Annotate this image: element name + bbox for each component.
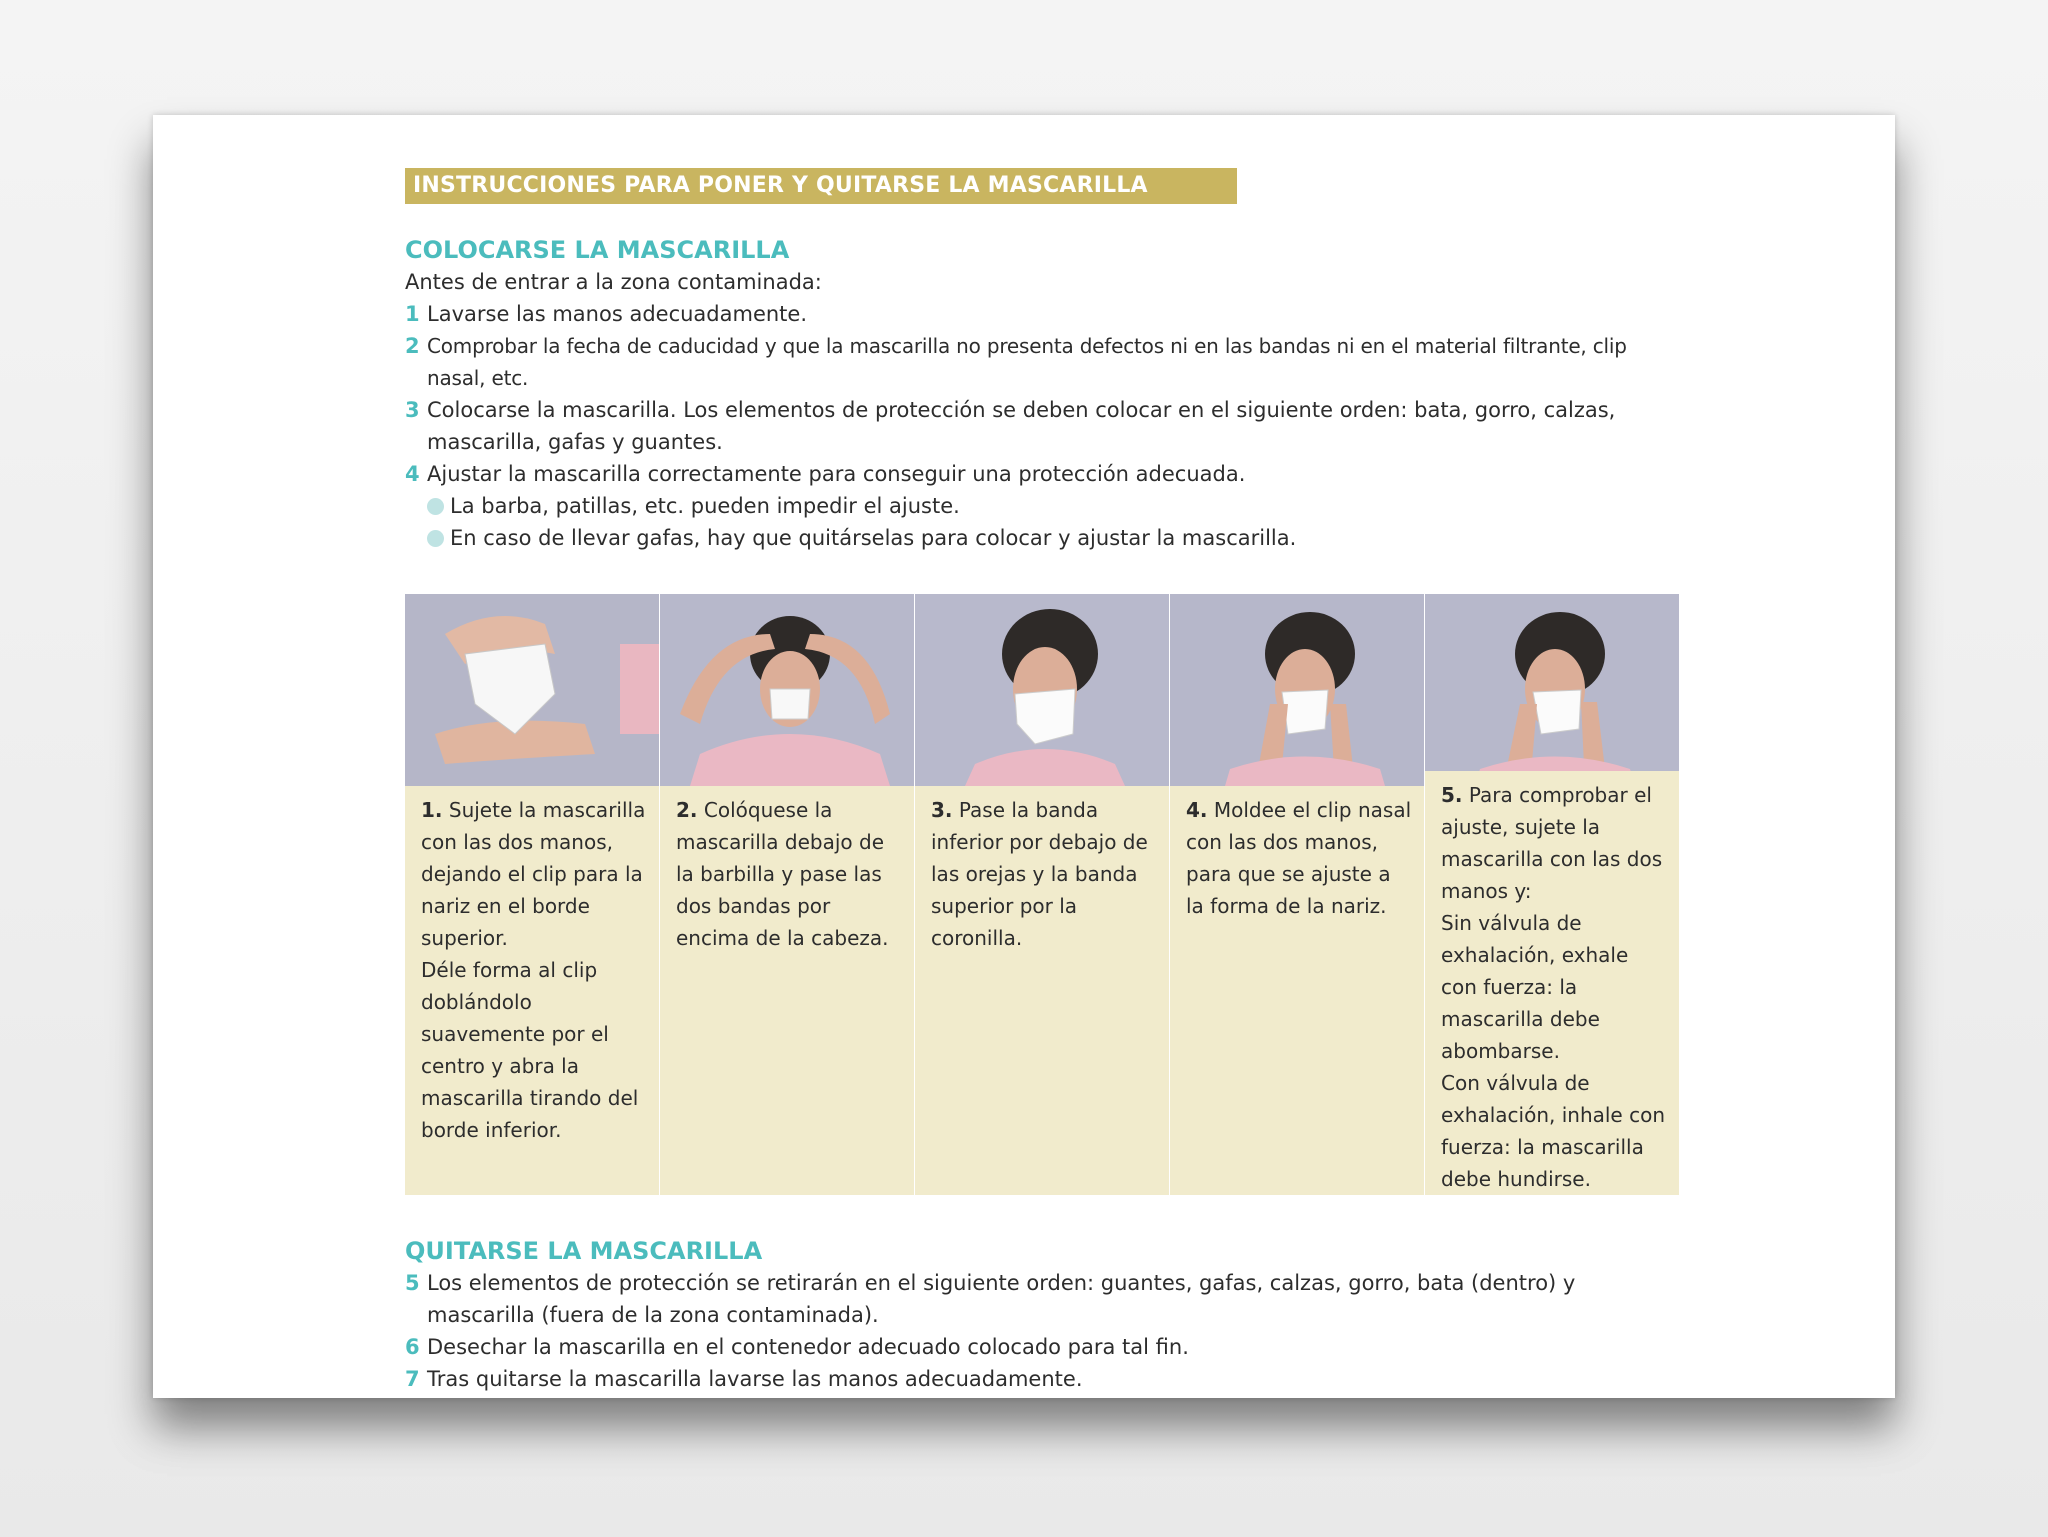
list-item bbox=[405, 1267, 1677, 1331]
step-card bbox=[405, 594, 660, 1195]
bullet-dot-icon bbox=[427, 530, 444, 547]
step-text: Colóquese la mascarilla debajo de la barbilla y pase las dos bandas por encima de la cabeza. bbox=[676, 798, 889, 950]
bullet-item bbox=[405, 490, 1677, 522]
item-number: 4 bbox=[405, 462, 420, 486]
step-text: Moldee el clip nasal con las dos manos, para que se ajuste a la forma de la nariz. bbox=[1186, 798, 1412, 918]
item-text: Tras quitarse la mascarilla lavarse las manos adecuadamente. bbox=[427, 1367, 1083, 1391]
step-photo-mask-under-chin bbox=[660, 594, 914, 786]
step-photo-mask-on-face bbox=[915, 594, 1169, 786]
intro-text: Antes de entrar a la zona contaminada: bbox=[405, 270, 822, 294]
item-number: 7 bbox=[405, 1367, 420, 1391]
step-text-extra: Con válvula de exhalación, inhale con fuerza: la mascarilla debe hundirse. bbox=[1441, 1071, 1666, 1191]
bullet-text: La barba, patillas, etc. pueden impedir el ajuste. bbox=[450, 494, 960, 518]
page-content bbox=[405, 168, 1677, 1395]
list-item bbox=[405, 394, 1677, 458]
item-text: Colocarse la mascarilla. Los elementos de protección se deben colocar en el siguiente orden: bata, gorro, calzas, mascarilla, gafas y guantes. bbox=[427, 398, 1616, 454]
item-number: 1 bbox=[405, 302, 420, 326]
step-text-extra: Déle forma al clip doblándolo suavemente por el centro y abra la mascarilla tirando del borde inferior. bbox=[421, 958, 639, 1142]
list-item bbox=[405, 1363, 1677, 1395]
step-number: 4. bbox=[1186, 798, 1208, 822]
item-text: Desechar la mascarilla en el contenedor adecuado colocado para tal fin. bbox=[427, 1335, 1189, 1359]
step-caption bbox=[915, 786, 1169, 1195]
list-item bbox=[405, 1331, 1677, 1363]
step-card bbox=[1425, 594, 1679, 1195]
list-item bbox=[405, 330, 1677, 394]
item-text: Comprobar la fecha de caducidad y que la mascarilla no presenta defectos ni en las bandas ni en el material filtrante, clip nasal, etc. bbox=[427, 334, 1627, 390]
step-number: 5. bbox=[1441, 783, 1463, 807]
list-item bbox=[405, 458, 1677, 490]
step-number: 1. bbox=[421, 798, 443, 822]
step-card bbox=[915, 594, 1170, 1195]
item-number: 3 bbox=[405, 398, 420, 422]
section-title-colocarse: COLOCARSE LA MASCARILLA bbox=[405, 236, 790, 264]
step-card bbox=[1170, 594, 1425, 1195]
step-text: Sujete la mascarilla con las dos manos, dejando el clip para la nariz en el borde superior. bbox=[421, 798, 646, 950]
item-number: 6 bbox=[405, 1335, 420, 1359]
item-text: Los elementos de protección se retirarán en el siguiente orden: guantes, gafas, calzas, gorro, bata (dentro) y mascarilla (fuera de la zona contaminada). bbox=[427, 1271, 1576, 1327]
step-text: Para comprobar el ajuste, sujete la mascarilla con las dos manos y: bbox=[1441, 783, 1663, 903]
step-caption bbox=[660, 786, 914, 1195]
bullet-text: En caso de llevar gafas, hay que quitárselas para colocar y ajustar la mascarilla. bbox=[450, 526, 1297, 550]
item-text: Lavarse las manos adecuadamente. bbox=[427, 302, 808, 326]
step-photo-check-fit bbox=[1425, 594, 1679, 771]
step-text-extra: Sin válvula de exhalación, exhale con fuerza: la mascarilla debe abombarse. bbox=[1441, 911, 1629, 1063]
step-caption bbox=[405, 786, 659, 1195]
step-caption bbox=[1170, 786, 1424, 1195]
step-number: 3. bbox=[931, 798, 953, 822]
step-card bbox=[660, 594, 915, 1195]
step-text: Pase la banda inferior por debajo de las orejas y la banda superior por la coronilla. bbox=[931, 798, 1148, 950]
bullet-item bbox=[405, 522, 1677, 554]
document-page bbox=[153, 115, 1895, 1398]
step-photo-mold-nose-clip bbox=[1170, 594, 1424, 786]
list-item bbox=[405, 298, 1677, 330]
item-number: 5 bbox=[405, 1271, 420, 1295]
step-number: 2. bbox=[676, 798, 698, 822]
step-caption bbox=[1425, 771, 1679, 1195]
banner-title: INSTRUCCIONES PARA PONER Y QUITARSE LA MASCARILLA bbox=[405, 168, 1237, 204]
steps-grid bbox=[405, 594, 1677, 1195]
bullet-dot-icon bbox=[427, 498, 444, 515]
step-photo-hands-holding-mask bbox=[405, 594, 659, 786]
item-number: 2 bbox=[405, 334, 420, 358]
section-title-quitarse: QUITARSE LA MASCARILLA bbox=[405, 1237, 763, 1265]
item-text: Ajustar la mascarilla correctamente para conseguir una protección adecuada. bbox=[427, 462, 1246, 486]
